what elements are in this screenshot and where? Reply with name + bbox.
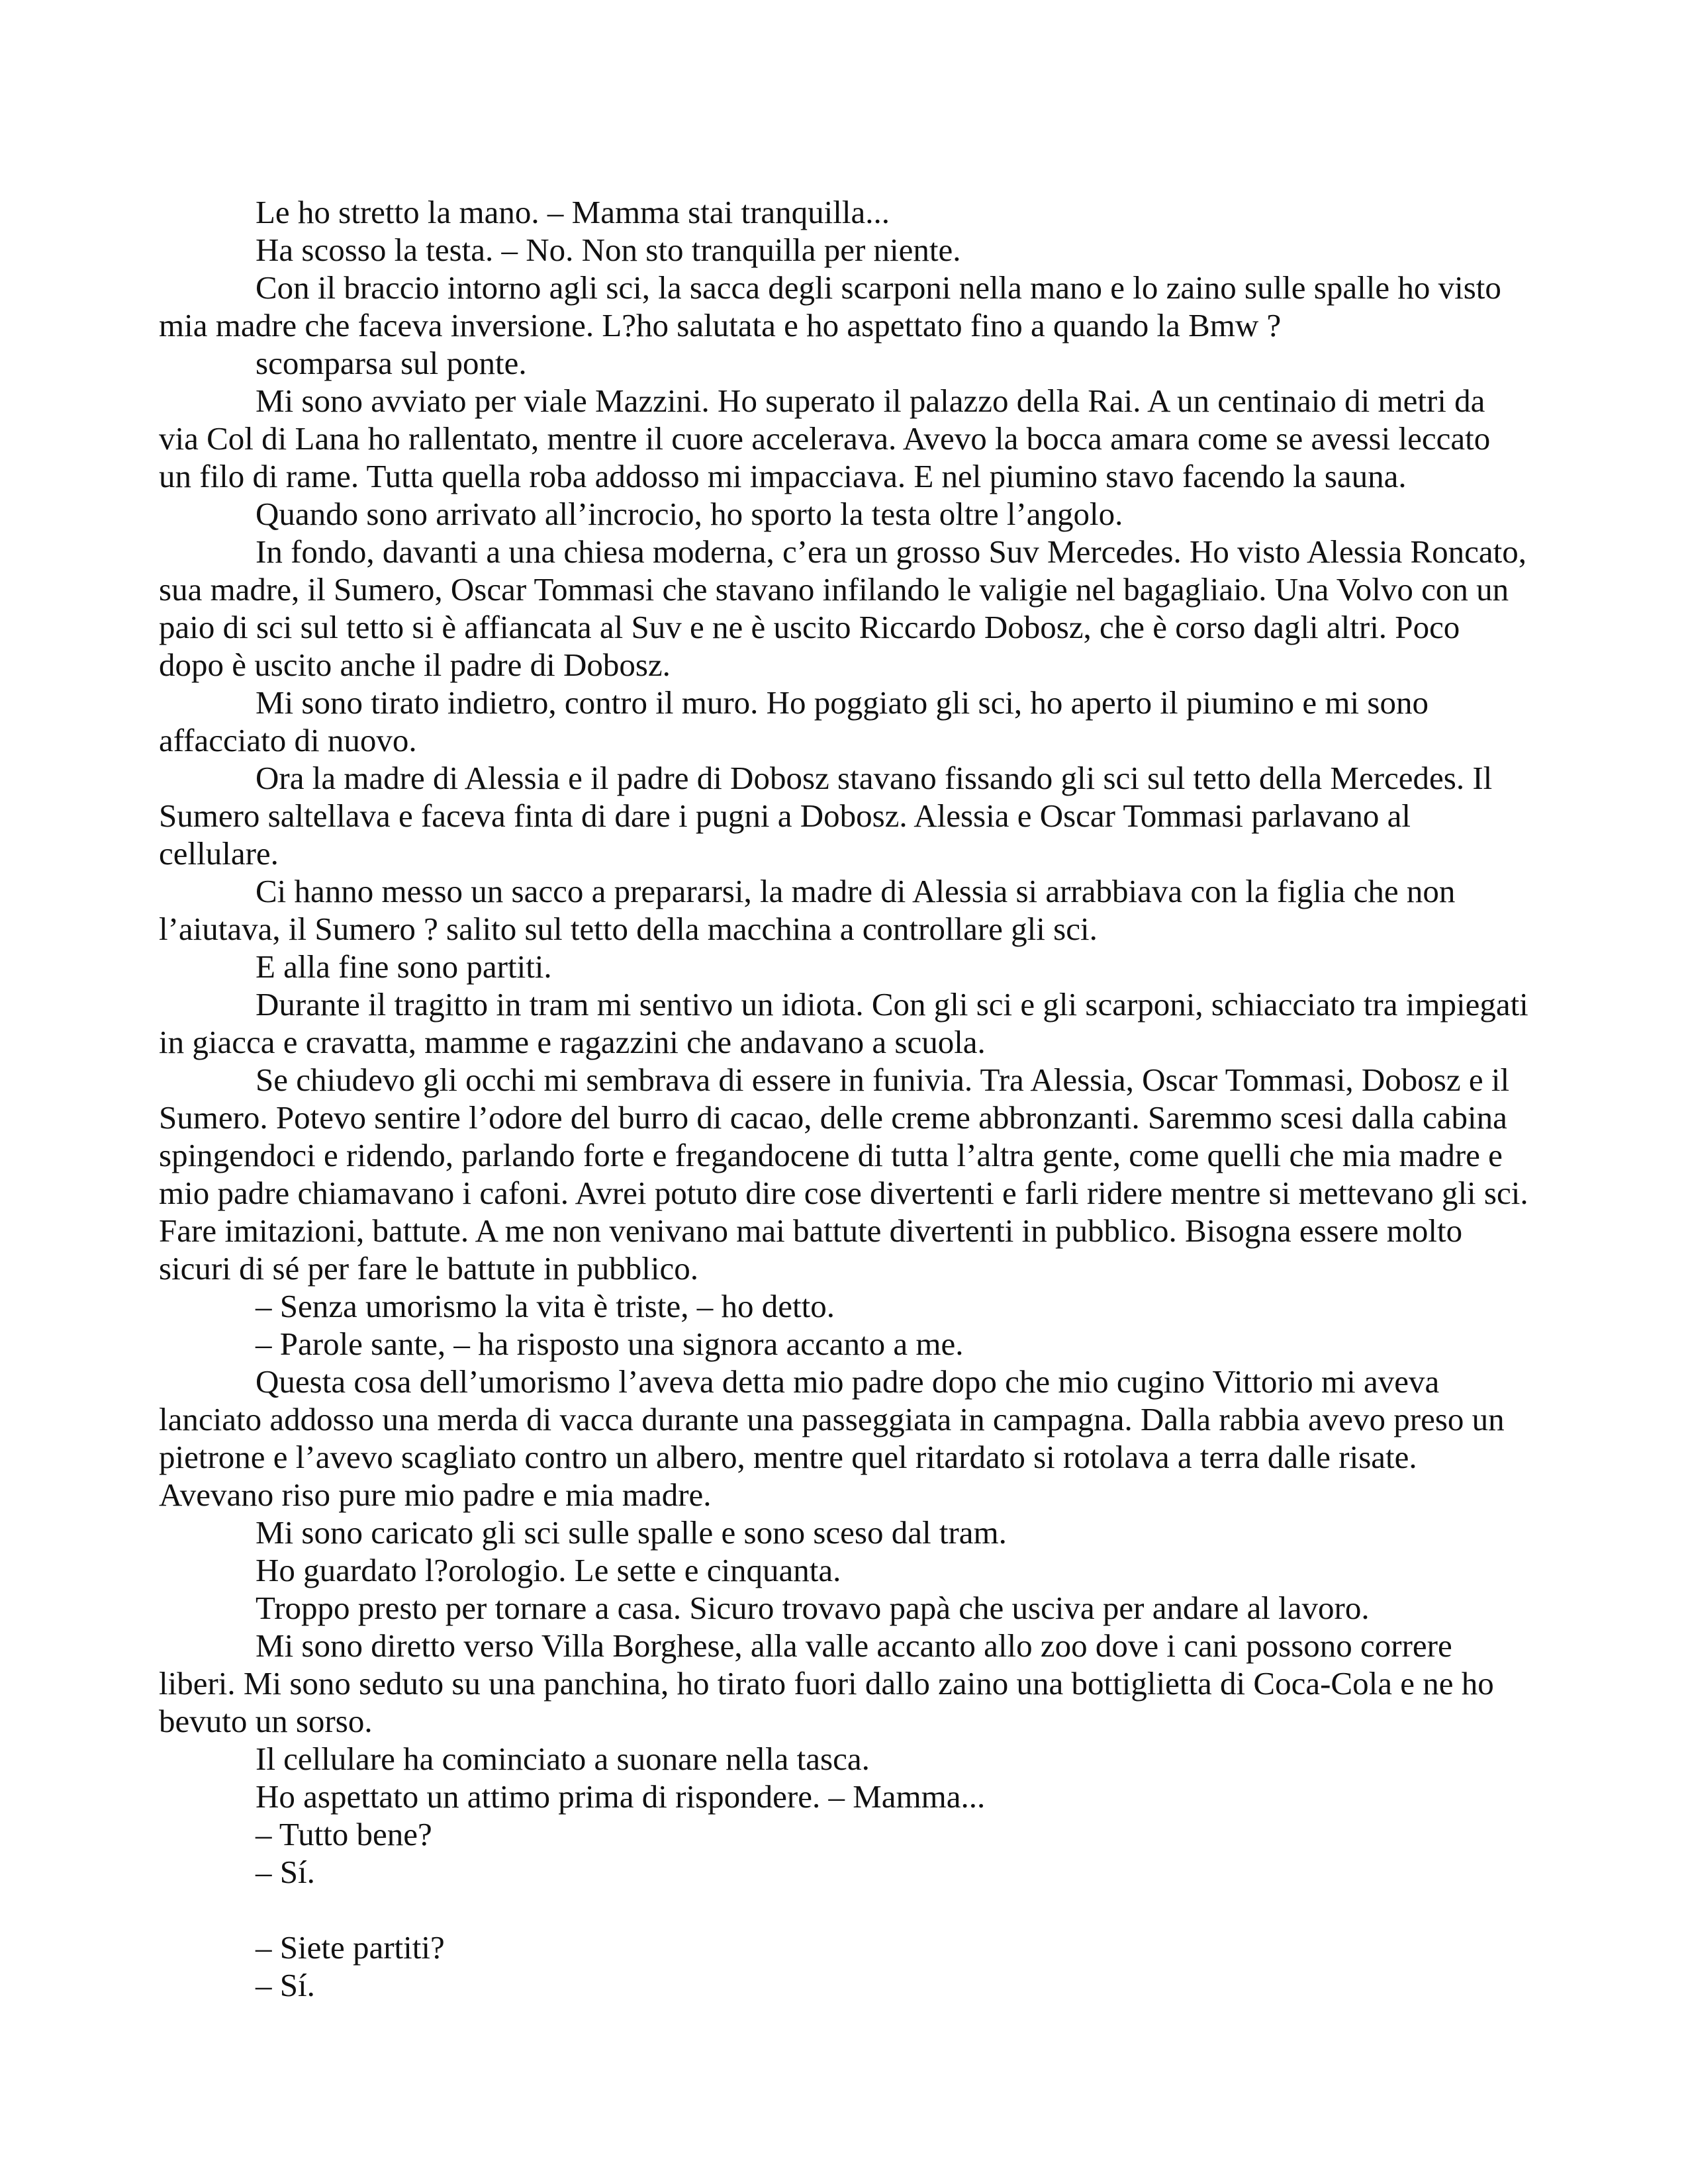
paragraph: Mi sono avviato per viale Mazzini. Ho superato il palazzo della Rai. A un centinaio di metri da via Col di Lana ho rallentato, mentre il cuore accelerava. Avevo la bocca amara come se avessi leccato un filo di rame. Tutta quella roba addosso mi impacciava. E nel piumino stavo facendo la sauna. — [159, 383, 1499, 494]
paragraph: Con il braccio intorno agli sci, la sacca degli scarponi nella mano e lo zaino sulle spalle ho visto mia madre che faceva inversione. L?ho salutata e ho aspettato fino a quando la Bmw ? — [159, 269, 1510, 343]
paragraph: Mi sono diretto verso Villa Borghese, alla valle accanto allo zoo dove i cani possono correre liberi. Mi sono seduto su una panchina, ho tirato fuori dallo zaino una bottiglietta di Coca-Cola e ne ho bevuto un sorso. — [159, 1627, 1502, 1739]
paragraph: scomparsa sul ponte. — [256, 345, 527, 381]
paragraph: Il cellulare ha cominciato a suonare nella tasca. — [256, 1741, 870, 1777]
dialogue-line: – Siete partiti? — [256, 1929, 445, 1966]
paragraph: Se chiudevo gli occhi mi sembrava di essere in funivia. Tra Alessia, Oscar Tommasi, Dobosz e il Sumero. Potevo sentire l’odore del burro di cacao, delle creme abbronzanti. Saremmo scesi dalla cabina spingendoci e ridendo, parlando forte e fregandocene di tutta l’altra gente, come quelli che mia madre e mio padre chiamavano i cafoni. Avrei potuto dire cose divertenti e farli ridere mentre si mettevano gli sci. Fare imitazioni, battute. A me non venivano mai battute divertenti in pubblico. Bisogna essere molto sicuri di sé per fare le battute in pubblico. — [159, 1062, 1536, 1287]
paragraph: Quando sono arrivato all’incrocio, ho sporto la testa oltre l’angolo. — [256, 496, 1123, 532]
dialogue-line: – Sí. — [256, 1854, 315, 1890]
paragraph: Questa cosa dell’umorismo l’aveva detta mio padre dopo che mio cugino Vittorio mi aveva lanciato addosso una merda di vacca durante una passeggiata in campagna. Dalla rabbia avevo preso un pietrone e l’avevo scagliato contro un albero, mentre quel ritardato si rotolava a terra dalle risate. Avevano riso pure mio padre e mia madre. — [159, 1363, 1513, 1513]
dialogue-line: – Tutto bene? — [256, 1816, 432, 1852]
paragraph: Ci hanno messo un sacco a prepararsi, la madre di Alessia si arrabbiava con la figlia che non l’aiutava, il Sumero ? salito sul tetto della macchina a controllare gli sci. — [159, 873, 1464, 947]
body-text — [159, 193, 1537, 2004]
paragraph: Ora la madre di Alessia e il padre di Dobosz stavano fissando gli sci sul tetto della Mercedes. Il Sumero saltellava e faceva finta di dare i pugni a Dobosz. Alessia e Oscar Tommasi parlavano al cellulare. — [159, 760, 1501, 872]
paragraph: Ho aspettato un attimo prima di rispondere. – Mamma... — [256, 1778, 986, 1815]
paragraph: E alla fine sono partiti. — [256, 948, 552, 985]
paragraph: Mi sono tirato indietro, contro il muro. Ho poggiato gli sci, ho aperto il piumino e mi sono affacciato di nuovo. — [159, 684, 1437, 758]
paragraph: Le ho stretto la mano. – Mamma stai tranquilla... — [256, 194, 890, 230]
paragraph: – Parole sante, – ha risposto una signora accanto a me. — [256, 1326, 964, 1362]
paragraph: Ha scosso la testa. – No. Non sto tranquilla per niente. — [256, 232, 961, 268]
paragraph: Troppo presto per tornare a casa. Sicuro trovavo papà che usciva per andare al lavoro. — [256, 1590, 1370, 1626]
paragraph: Ho guardato l?orologio. Le sette e cinquanta. — [256, 1552, 841, 1588]
paragraph: In fondo, davanti a una chiesa moderna, c’era un grosso Suv Mercedes. Ho visto Alessia Roncato, sua madre, il Sumero, Oscar Tommasi che stavano infilando le valigie nel bagagliaio. Una Volvo con un paio di sci sul tetto si è affiancata al Suv e ne è uscito Riccardo Dobosz, che è corso dagli altri. Poco dopo è uscito anche il padre di Dobosz. — [159, 533, 1535, 683]
paragraph: – Senza umorismo la vita è triste, – ho detto. — [256, 1288, 835, 1324]
dialogue-line: – Sí. — [256, 1967, 315, 2003]
paragraph: Mi sono caricato gli sci sulle spalle e sono sceso dal tram. — [256, 1514, 1007, 1551]
paragraph: Durante il tragitto in tram mi sentivo un idiota. Con gli sci e gli scarponi, schiacciato tra impiegati in giacca e cravatta, mamme e ragazzini che andavano a scuola. — [159, 986, 1537, 1060]
